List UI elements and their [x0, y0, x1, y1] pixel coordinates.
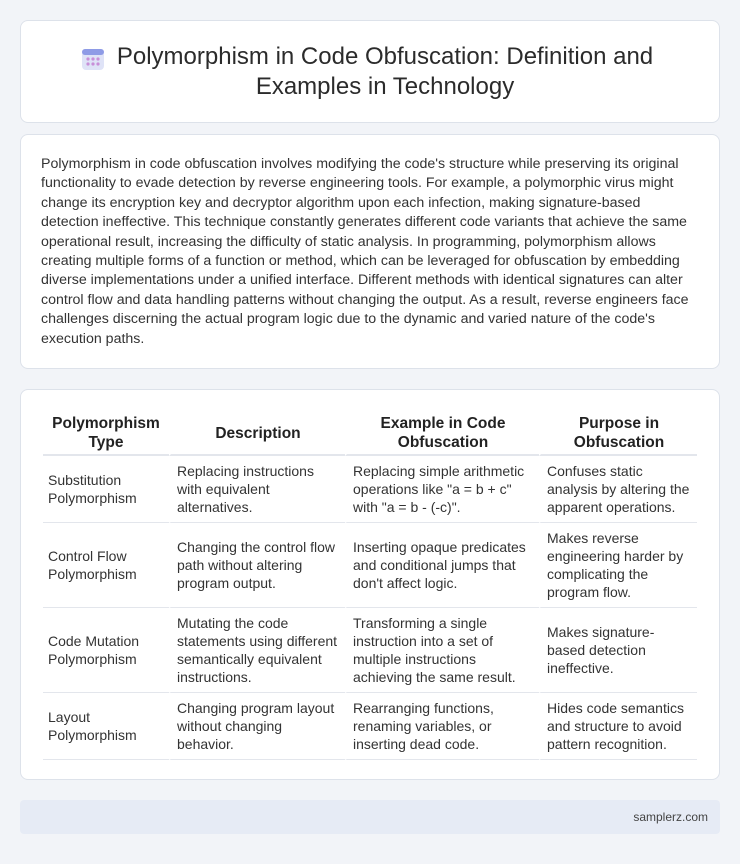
table-cell: Substitution Polymorphism	[43, 456, 169, 523]
table-cell: Changing program layout without changing behavior.	[169, 693, 345, 760]
table-row	[43, 456, 697, 523]
table-cell: Replacing simple arithmetic operations like "a = b + c" with "a = b - (-c)".	[345, 456, 539, 523]
column-header: Example in Code Obfuscation	[345, 410, 539, 456]
table-cell: Confuses static analysis by altering the apparent operations.	[539, 456, 697, 523]
table-cell: Rearranging functions, renaming variables, or inserting dead code.	[345, 693, 539, 760]
table-cell: Replacing instructions with equivalent alternatives.	[169, 456, 345, 523]
table-cell: Transforming a single instruction into a set of multiple instructions achieving the same result.	[345, 608, 539, 693]
table-row	[43, 693, 697, 760]
intro-card	[20, 134, 720, 369]
table-cell: Changing the control flow path without altering program output.	[169, 523, 345, 608]
calendar-grid-icon	[81, 47, 105, 71]
table-cell: Makes signature-based detection ineffective.	[539, 608, 697, 693]
table-cell: Makes reverse engineering harder by complicating the program flow.	[539, 523, 697, 608]
column-header: Description	[169, 410, 345, 456]
intro-paragraph: Polymorphism in code obfuscation involves modifying the code's structure while preserving its original functionality to evade detection by reverse engineering tools. For example, a polymorphic virus might change its encryption key and decryptor algorithm upon each infection, making signature-based detection ineffective. This technique constantly generates different code variants that achieve the same operational result, increasing the difficulty of static analysis. In programming, polymorphism allows creating multiple forms of a function or method, which can be leveraged for obfuscation by embedding diverse implementations under a unified interface. Different methods with identical signatures can alter control flow and data handling patterns without changing the output. As a result, reverse engineers face challenges discerning the actual program logic due to the dynamic and varied nature of the code's execution paths.	[41, 156, 689, 347]
title-card	[20, 20, 720, 123]
table-cell: Hides code semantics and structure to avoid pattern recognition.	[539, 693, 697, 760]
column-header: Purpose in Obfuscation	[539, 410, 697, 456]
table-row	[43, 523, 697, 608]
page-title: Polymorphism in Code Obfuscation: Definition and Examples in Technology	[116, 42, 654, 100]
table-cell: Code Mutation Polymorphism	[43, 608, 169, 693]
table-cell: Control Flow Polymorphism	[43, 523, 169, 608]
polymorphism-table	[43, 410, 697, 760]
column-header: Polymorphism Type	[43, 410, 169, 456]
site-link[interactable]: samplerz.com	[633, 810, 708, 824]
table-card	[20, 389, 720, 780]
table-cell: Mutating the code statements using different semantically equivalent instructions.	[169, 608, 345, 693]
table-header-row	[43, 410, 697, 456]
table-row	[43, 608, 697, 693]
table-cell: Inserting opaque predicates and conditional jumps that don't affect logic.	[345, 523, 539, 608]
table-cell: Layout Polymorphism	[43, 693, 169, 760]
footer	[20, 800, 720, 834]
